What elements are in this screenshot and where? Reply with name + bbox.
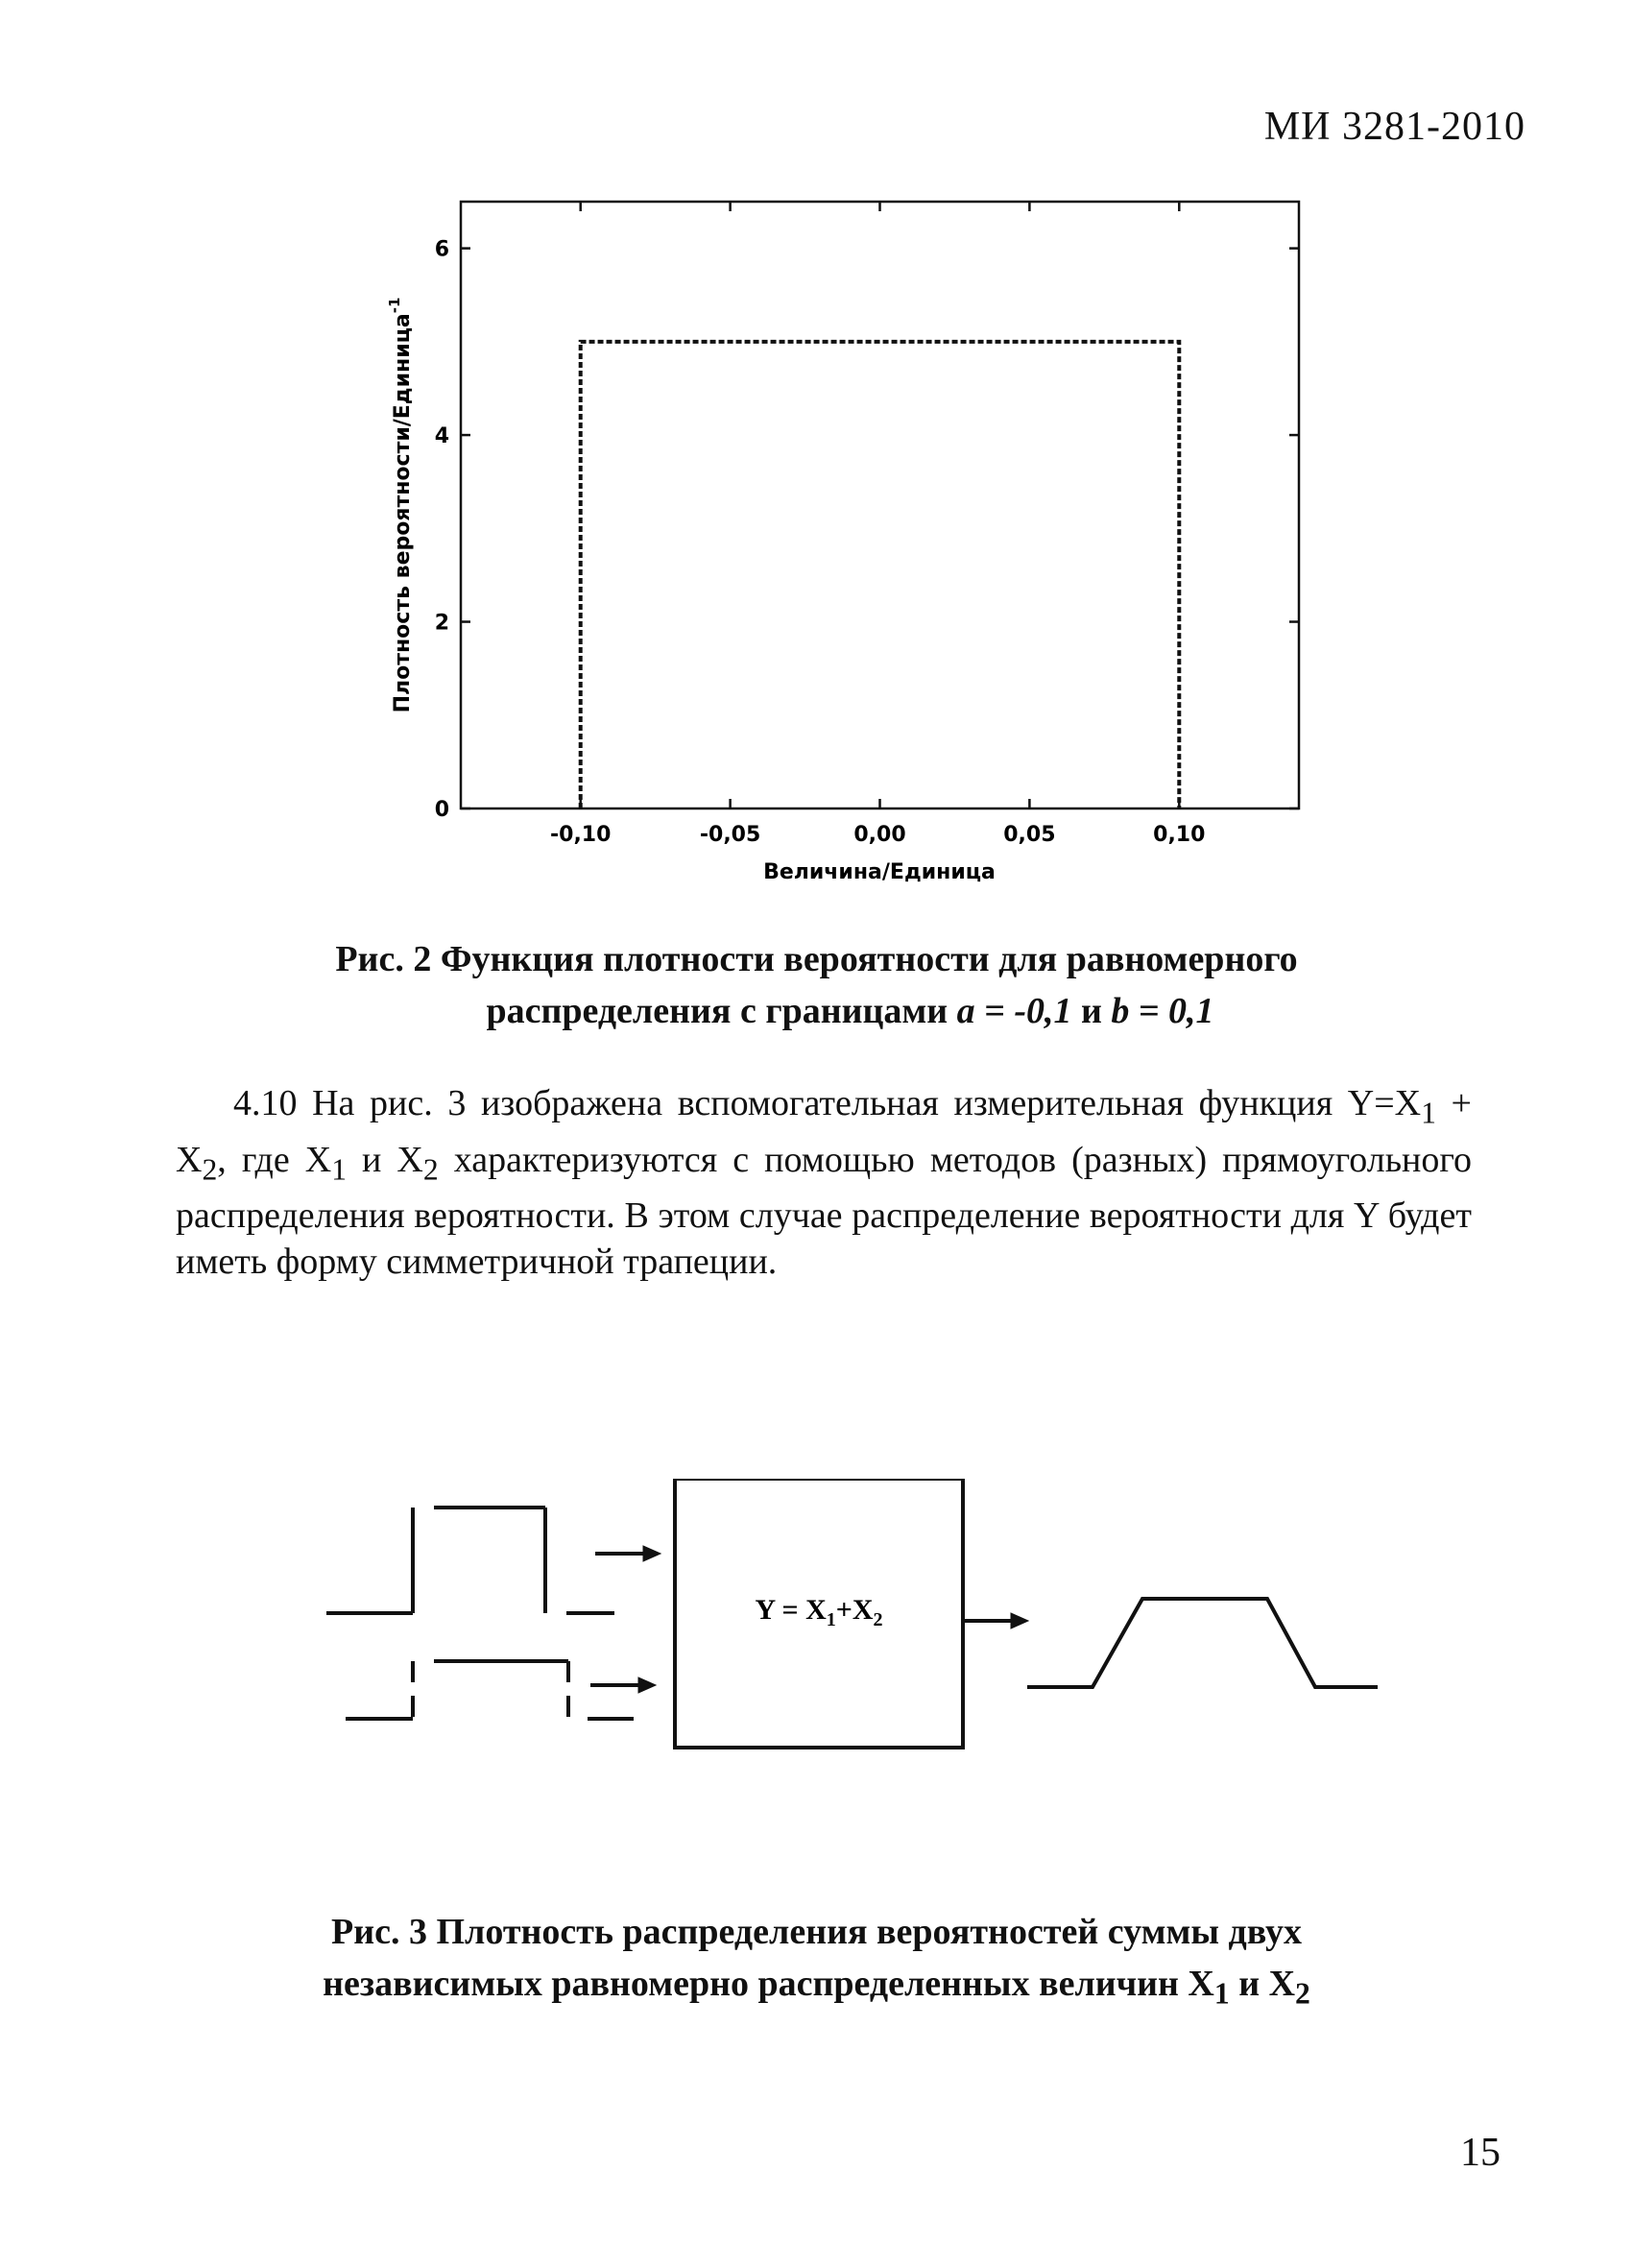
y-tick-label: 6 (434, 237, 449, 262)
subscript: 2 (202, 1152, 218, 1187)
document-code: МИ 3281-2010 (1263, 105, 1525, 149)
figure3-caption-line2 (0, 1958, 1633, 2020)
para-part: характеризуются с помощью методов (разных) прямоугольного распределения вероятности. В этом случае распределение вероятности для Y будет иметь форму симметричной трапеции. (176, 1139, 1472, 1283)
para-part: , где X (217, 1139, 332, 1180)
figure2-caption-line2 (0, 985, 1633, 1037)
caption-b-value: b = 0,1 (1111, 991, 1214, 1031)
input-pulse-1 (326, 1508, 614, 1613)
subscript: 1 (331, 1152, 348, 1187)
x-tick-label: -0,05 (699, 823, 761, 847)
chart-series (581, 342, 1180, 808)
para-part: + X (176, 1083, 1472, 1180)
sum-formula (755, 1594, 882, 1630)
pdf-chart (365, 187, 1325, 898)
figure3-caption-line1: Рис. 3 Плотность распределения вероятностей суммы двух (330, 1912, 1302, 1952)
caption-a-value: a = -0,1 (956, 991, 1072, 1031)
para-part: 4.10 На рис. 3 изображена вспомогательная измерительная функция Y=X (233, 1083, 1422, 1123)
chart-ticks (435, 202, 1299, 847)
figure3-caption (0, 1906, 1633, 2020)
arrow-1-head (643, 1546, 660, 1561)
pdf-line (581, 342, 1180, 808)
subscript: 2 (422, 1152, 439, 1187)
y-axis-label (386, 298, 415, 713)
page-number: 15 (1460, 2131, 1501, 2175)
body-paragraph (176, 1080, 1472, 1285)
y-axis-label-sup: -1 (386, 297, 403, 314)
x-axis-label: Величина/Единица (763, 860, 996, 884)
plot-frame (461, 202, 1299, 808)
caption-and: и (1071, 991, 1112, 1031)
formula-part: +X (835, 1594, 874, 1626)
x-tick-label: 0,05 (1003, 823, 1056, 847)
x-tick-label: 0,00 (853, 823, 906, 847)
arrow-3-head (1011, 1613, 1028, 1629)
caption-text: и X (1229, 1964, 1296, 2004)
para-part: и X (347, 1139, 423, 1180)
figure2-caption-line1: Рис. 2 Функция плотности вероятности для равномерного (335, 939, 1298, 979)
subscript: 2 (1295, 1976, 1310, 2011)
arrow-2-head (638, 1677, 656, 1693)
subscript: 1 (1213, 1976, 1230, 2011)
output-trapezoid (1027, 1599, 1378, 1687)
x-tick-label: 0,10 (1153, 823, 1206, 847)
y-tick-label: 4 (434, 424, 449, 449)
y-tick-label: 2 (434, 611, 449, 636)
figure2-caption (0, 933, 1633, 1037)
caption-text: распределения с границами (486, 991, 957, 1031)
formula-part: Y = X (755, 1594, 827, 1626)
caption-text: независимых равномерно распределенных величин X (323, 1964, 1214, 2004)
y-axis-label-text: Плотность вероятности/Единица (391, 313, 415, 713)
subscript: 1 (1421, 1096, 1436, 1130)
formula-sub: 2 (873, 1609, 883, 1630)
sum-block-diagram (317, 1479, 1411, 1796)
paragraph-text (176, 1080, 1472, 1285)
y-tick-label: 0 (434, 798, 449, 822)
input-pulse-2 (346, 1661, 634, 1719)
x-tick-label: -0,10 (550, 823, 612, 847)
formula-sub: 1 (826, 1609, 836, 1630)
